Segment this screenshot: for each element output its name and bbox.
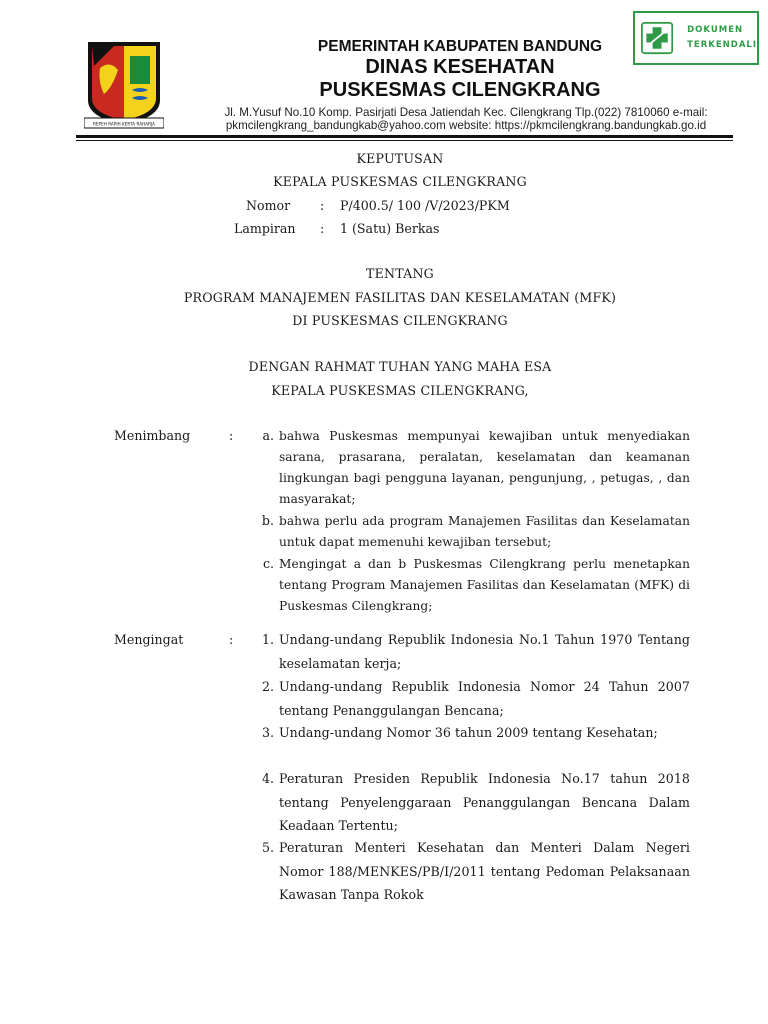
mengingat-mark-5: 5. bbox=[261, 840, 274, 855]
lampiran-colon: : bbox=[320, 221, 325, 236]
lampiran-value: 1 (Satu) Berkas bbox=[340, 221, 440, 236]
menimbang-item-a: bahwa Puskesmas mempunyai kewajiban untuk menyediakan sarana, prasarana, peralatan, keselamatan dan keamanan lingkungan bagi pengguna layanan, pengunjung, , petugas, , dan masyarakat; bbox=[279, 429, 690, 506]
menimbang-mark-c: c. bbox=[262, 556, 274, 571]
menimbang-colon: : bbox=[229, 428, 234, 443]
mengingat-mark-1: 1. bbox=[261, 632, 274, 647]
mengingat-item-4: Peraturan Presiden Republik Indonesia No.17 tahun 2018 tentang Penyelenggaraan Penanggulangan Bencana Dalam Keadaan Tertentu; bbox=[279, 771, 690, 833]
lampiran-label: Lampiran bbox=[234, 221, 296, 236]
mengingat-item-1: Undang-undang Republik Indonesia No.1 Tahun 1970 Tentang keselamatan kerja; bbox=[279, 632, 690, 671]
decree-title: KEPUTUSAN bbox=[356, 151, 444, 166]
menimbang-item-b: bahwa perlu ada program Manajemen Fasilitas dan Keselamatan untuk dapat memenuhi kewajiban tersebut; bbox=[279, 514, 690, 549]
mengingat-mark-2: 2. bbox=[261, 679, 274, 694]
mengingat-mark-4: 4. bbox=[261, 771, 274, 786]
subject-line-1: PROGRAM MANAJEMEN FASILITAS DAN KESELAMATAN (MFK) bbox=[183, 290, 617, 305]
letterhead-institution: PUSKESMAS CILENGKRANG bbox=[319, 79, 601, 101]
letterhead-address: Jl. M.Yusuf No.10 Komp. Pasirjati Desa Jatiendah Kec. Cilengkrang Tlp.(022) 7810060 e-mail: bbox=[224, 106, 708, 119]
menimbang-item-c: Mengingat a dan b Puskesmas Cilengkrang perlu menetapkan tentang Program Manajemen Fasilitas dan Keselamatan (MFK) di Puskesmas Cilengkrang; bbox=[279, 557, 690, 613]
kabupaten-bandung-logo bbox=[84, 38, 164, 130]
menimbang-label: Menimbang bbox=[114, 428, 191, 443]
letterhead-government: PEMERINTAH KABUPATEN BANDUNG bbox=[317, 38, 603, 55]
mengingat-item-5: Peraturan Menteri Kesehatan dan Menteri Dalam Negeri Nomor 188/MENKES/PB/I/2011 tentang Pedoman Pelaksanaan Kawasan Tanpa Rokok bbox=[279, 840, 690, 902]
stamp-text: DOKUMEN TERKENDALI bbox=[687, 25, 757, 50]
svg-text:REPEH RAPIH KERTA RAHARJA: REPEH RAPIH KERTA RAHARJA bbox=[92, 121, 156, 127]
letterhead-contact: pkmcilengkrang_bandungkab@yahoo.com website: https://pkmcilengkrang.bandungkab.go.id bbox=[225, 119, 707, 132]
nomor-label: Nomor bbox=[246, 198, 291, 213]
subject-line-2: DI PUSKESMAS CILENGKRANG bbox=[292, 313, 508, 328]
mengingat-item-2: Undang-undang Republik Indonesia Nomor 24 Tahun 2007 tentang Penanggulangan Bencana; bbox=[279, 679, 690, 718]
rahmat-line: DENGAN RAHMAT TUHAN YANG MAHA ESA bbox=[248, 359, 552, 374]
mengingat-item-3: Undang-undang Nomor 36 tahun 2009 tentang Kesehatan; bbox=[279, 725, 658, 740]
kepala-line: KEPALA PUSKESMAS CILENGKRANG, bbox=[271, 383, 529, 398]
tentang-heading: TENTANG bbox=[366, 266, 434, 281]
nomor-value: P/400.5/ 100 /V/2023/PKM bbox=[340, 198, 510, 213]
mengingat-label: Mengingat bbox=[114, 632, 184, 647]
mengingat-mark-3: 3. bbox=[261, 725, 274, 740]
letterhead-divider-thin bbox=[76, 140, 733, 141]
menimbang-mark-a: a. bbox=[262, 428, 274, 443]
letterhead-department: DINAS KESEHATAN bbox=[365, 56, 555, 78]
letterhead-divider bbox=[76, 135, 733, 138]
mengingat-colon: : bbox=[229, 632, 234, 647]
menimbang-mark-b: b. bbox=[261, 513, 274, 528]
decree-issuer: KEPALA PUSKESMAS CILENGKRANG bbox=[273, 174, 527, 189]
nomor-colon: : bbox=[320, 198, 325, 213]
